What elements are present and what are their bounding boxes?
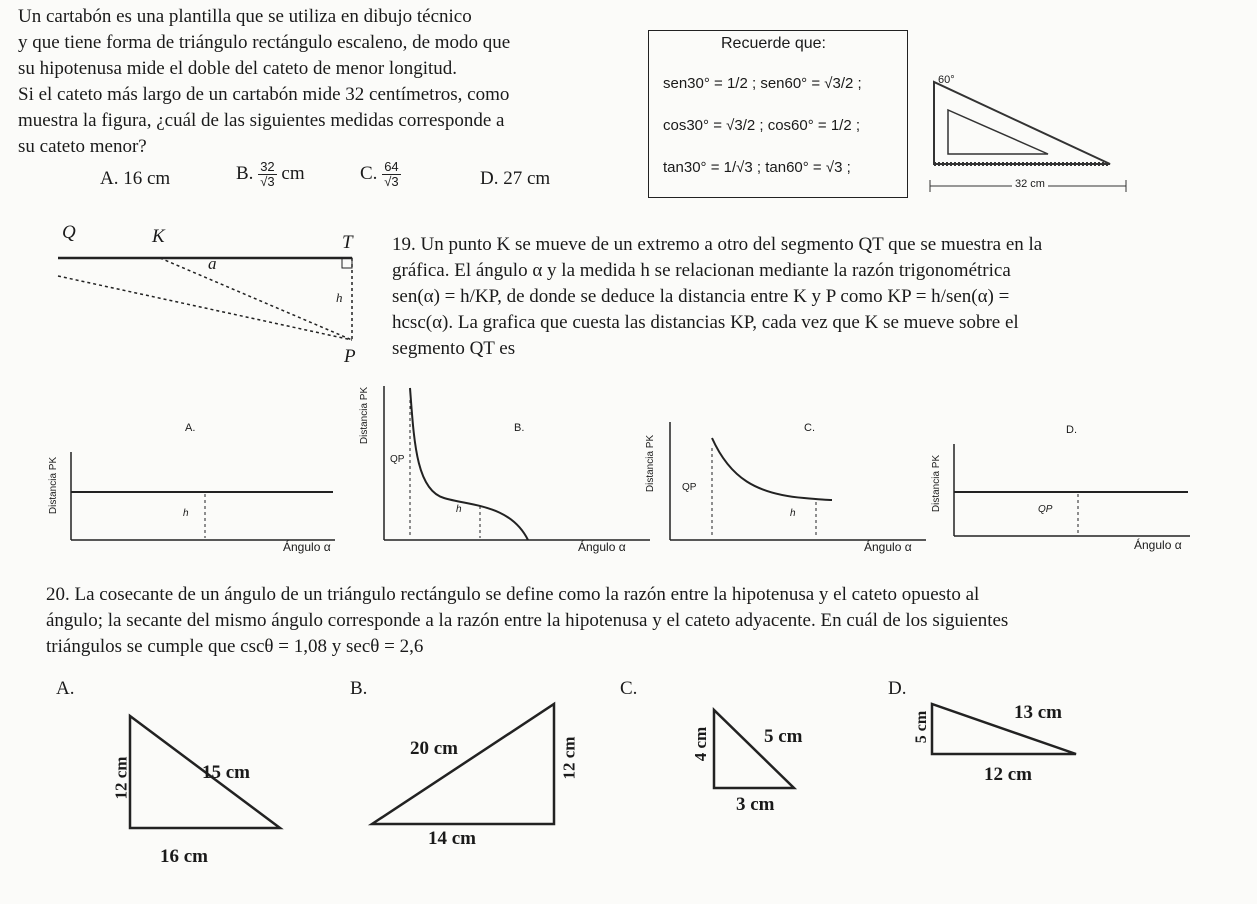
- q20-line-2: ángulo; la secante del mismo ángulo corresponde a la razón entre la hipotenusa y el cateto adyacente. En cuál de los siguientes: [46, 610, 1009, 631]
- graph-b-xlabel: Ángulo α: [578, 540, 626, 554]
- q20-option-b[interactable]: [350, 676, 610, 876]
- cartabon-angle-label: 60°: [938, 74, 955, 86]
- q20-option-d[interactable]: [888, 676, 1148, 876]
- graph-c-xlabel: Ángulo α: [864, 540, 912, 554]
- q19-label-t: T: [342, 232, 353, 253]
- q20-c-triangle: [620, 676, 860, 876]
- graph-d-ylabel: Distancia PK: [931, 454, 943, 513]
- q20-d-base: 12 cm: [984, 764, 1033, 785]
- q19-line-1: 19. Un punto K se mueve de un extremo a otro del segmento QT que se muestra en la: [392, 234, 1043, 255]
- cartabon-base-label: 32 cm: [1012, 178, 1048, 190]
- q20-line-3: triángulos se cumple que cscθ = 1,08 y secθ = 2,6: [46, 636, 424, 657]
- graph-a-plot: [55, 402, 345, 562]
- q19-graph-b[interactable]: [359, 380, 660, 562]
- question-18-text: [18, 4, 643, 160]
- q18-b-denominator: √3: [260, 174, 275, 189]
- q19-label-h: h: [336, 290, 343, 305]
- q19-line-5: segmento QT es: [392, 338, 516, 359]
- q20-a-label: A.: [56, 678, 75, 699]
- q18-c-numerator: 64: [384, 159, 399, 174]
- q19-label-p: P: [344, 346, 356, 367]
- graph-c-label: C.: [804, 422, 815, 434]
- q19-line-3: sen(α) = h/KP, de donde se deduce la distancia entre K y P como KP = h/sen(α) =: [392, 286, 1010, 307]
- q18-option-b-label: B.: [236, 162, 254, 184]
- graph-a-ylabel: Distancia PK: [48, 456, 60, 515]
- q18-option-a[interactable]: A. 16 cm: [100, 168, 171, 189]
- question-20-text: [46, 582, 1246, 660]
- q20-a-base: 16 cm: [160, 846, 209, 867]
- q20-b-base: 14 cm: [428, 828, 477, 849]
- graph-b-qp-label: QP: [390, 454, 405, 465]
- q19-label-q: Q: [62, 222, 76, 243]
- graph-c-ylabel: Distancia PK: [645, 434, 657, 493]
- q20-a-hyp: 15 cm: [202, 762, 251, 783]
- q20-b-leg: 12 cm: [559, 736, 579, 780]
- graph-c-qp-label: QP: [682, 482, 697, 493]
- graph-d-qp-label: QP: [1038, 504, 1053, 515]
- question-19-text: [392, 232, 1252, 362]
- q19-label-a: a: [208, 254, 217, 273]
- q18-option-c[interactable]: [360, 160, 401, 189]
- q18-option-c-label: C.: [360, 162, 378, 184]
- recuerde-title: Recuerde que:: [721, 35, 826, 52]
- q18-c-denominator: √3: [384, 174, 399, 189]
- q20-c-hyp: 5 cm: [764, 726, 803, 747]
- q18-b-numerator: 32: [260, 159, 275, 174]
- q20-c-label: C.: [620, 678, 638, 699]
- graph-a-xlabel: Ángulo α: [283, 540, 331, 554]
- graph-d-label: D.: [1066, 424, 1077, 436]
- q20-option-a[interactable]: [56, 676, 316, 876]
- graph-a-label: A.: [185, 422, 196, 434]
- q20-d-label: D.: [888, 678, 907, 699]
- q20-d-hyp: 13 cm: [1014, 702, 1063, 723]
- q20-b-label: B.: [350, 678, 368, 699]
- graph-b-ylabel: Distancia PK: [359, 386, 371, 445]
- q19-graph-d[interactable]: [931, 420, 1200, 562]
- q19-line-4: hcsc(α). La grafica que cuesta las distancias KP, cada vez que K se mueve sobre el: [392, 312, 1019, 333]
- graph-d-xlabel: Ángulo α: [1134, 538, 1182, 552]
- q19-figure: [40, 222, 380, 372]
- q20-d-leg: 5 cm: [913, 710, 931, 744]
- q19-label-k: K: [152, 226, 165, 247]
- graph-a-h-label: h: [183, 508, 189, 519]
- q18-line-1: Un cartabón es una plantilla que se utiliza en dibujo técnico: [18, 6, 472, 27]
- q19-line-2: gráfica. El ángulo α y la medida h se relacionan mediante la razón trigonométrica: [392, 260, 1011, 281]
- graph-b-h-label: h: [456, 504, 462, 515]
- graph-b-plot: [370, 380, 660, 562]
- graph-b-label: B.: [514, 422, 525, 434]
- recuerde-sin-line: sen30° = 1/2 ; sen60° = √3/2 ;: [663, 75, 862, 92]
- q20-b-hyp: 20 cm: [410, 738, 459, 759]
- recuerde-cos-line: cos30° = √3/2 ; cos60° = 1/2 ;: [663, 117, 861, 134]
- q18-line-2: y que tiene forma de triángulo rectángulo escaleno, de modo que: [18, 32, 511, 53]
- q19-graph-a[interactable]: [48, 402, 345, 562]
- q20-c-base: 3 cm: [736, 794, 775, 815]
- q18-option-b[interactable]: [236, 160, 305, 189]
- q18-b-unit: cm: [281, 162, 305, 184]
- q19-graph-c[interactable]: [645, 408, 936, 562]
- cartabon-figure: [920, 52, 1150, 202]
- q18-line-5: muestra la figura, ¿cuál de las siguientes medidas corresponde a: [18, 110, 505, 131]
- recuerde-tan-line: tan30° = 1/√3 ; tan60° = √3 ;: [663, 159, 851, 176]
- q19-segment-drawing: [40, 222, 380, 372]
- q20-option-c[interactable]: [620, 676, 860, 876]
- q20-c-leg: 4 cm: [691, 726, 711, 762]
- graph-c-plot: [656, 408, 936, 562]
- q18-line-6: su cateto menor?: [18, 136, 147, 157]
- graph-c-h-label: h: [790, 508, 796, 519]
- q20-a-leg: 12 cm: [111, 756, 131, 800]
- q18-line-4: Si el cateto más largo de un cartabón mide 32 centímetros, como: [18, 84, 510, 105]
- q18-option-d[interactable]: D. 27 cm: [480, 168, 551, 189]
- q20-line-1: 20. La cosecante de un ángulo de un triángulo rectángulo se define como la razón entre la hipotenusa y el cateto opuesto al: [46, 584, 980, 605]
- q18-line-3: su hipotenusa mide el doble del cateto de menor longitud.: [18, 58, 458, 79]
- recuerde-box: [648, 30, 908, 198]
